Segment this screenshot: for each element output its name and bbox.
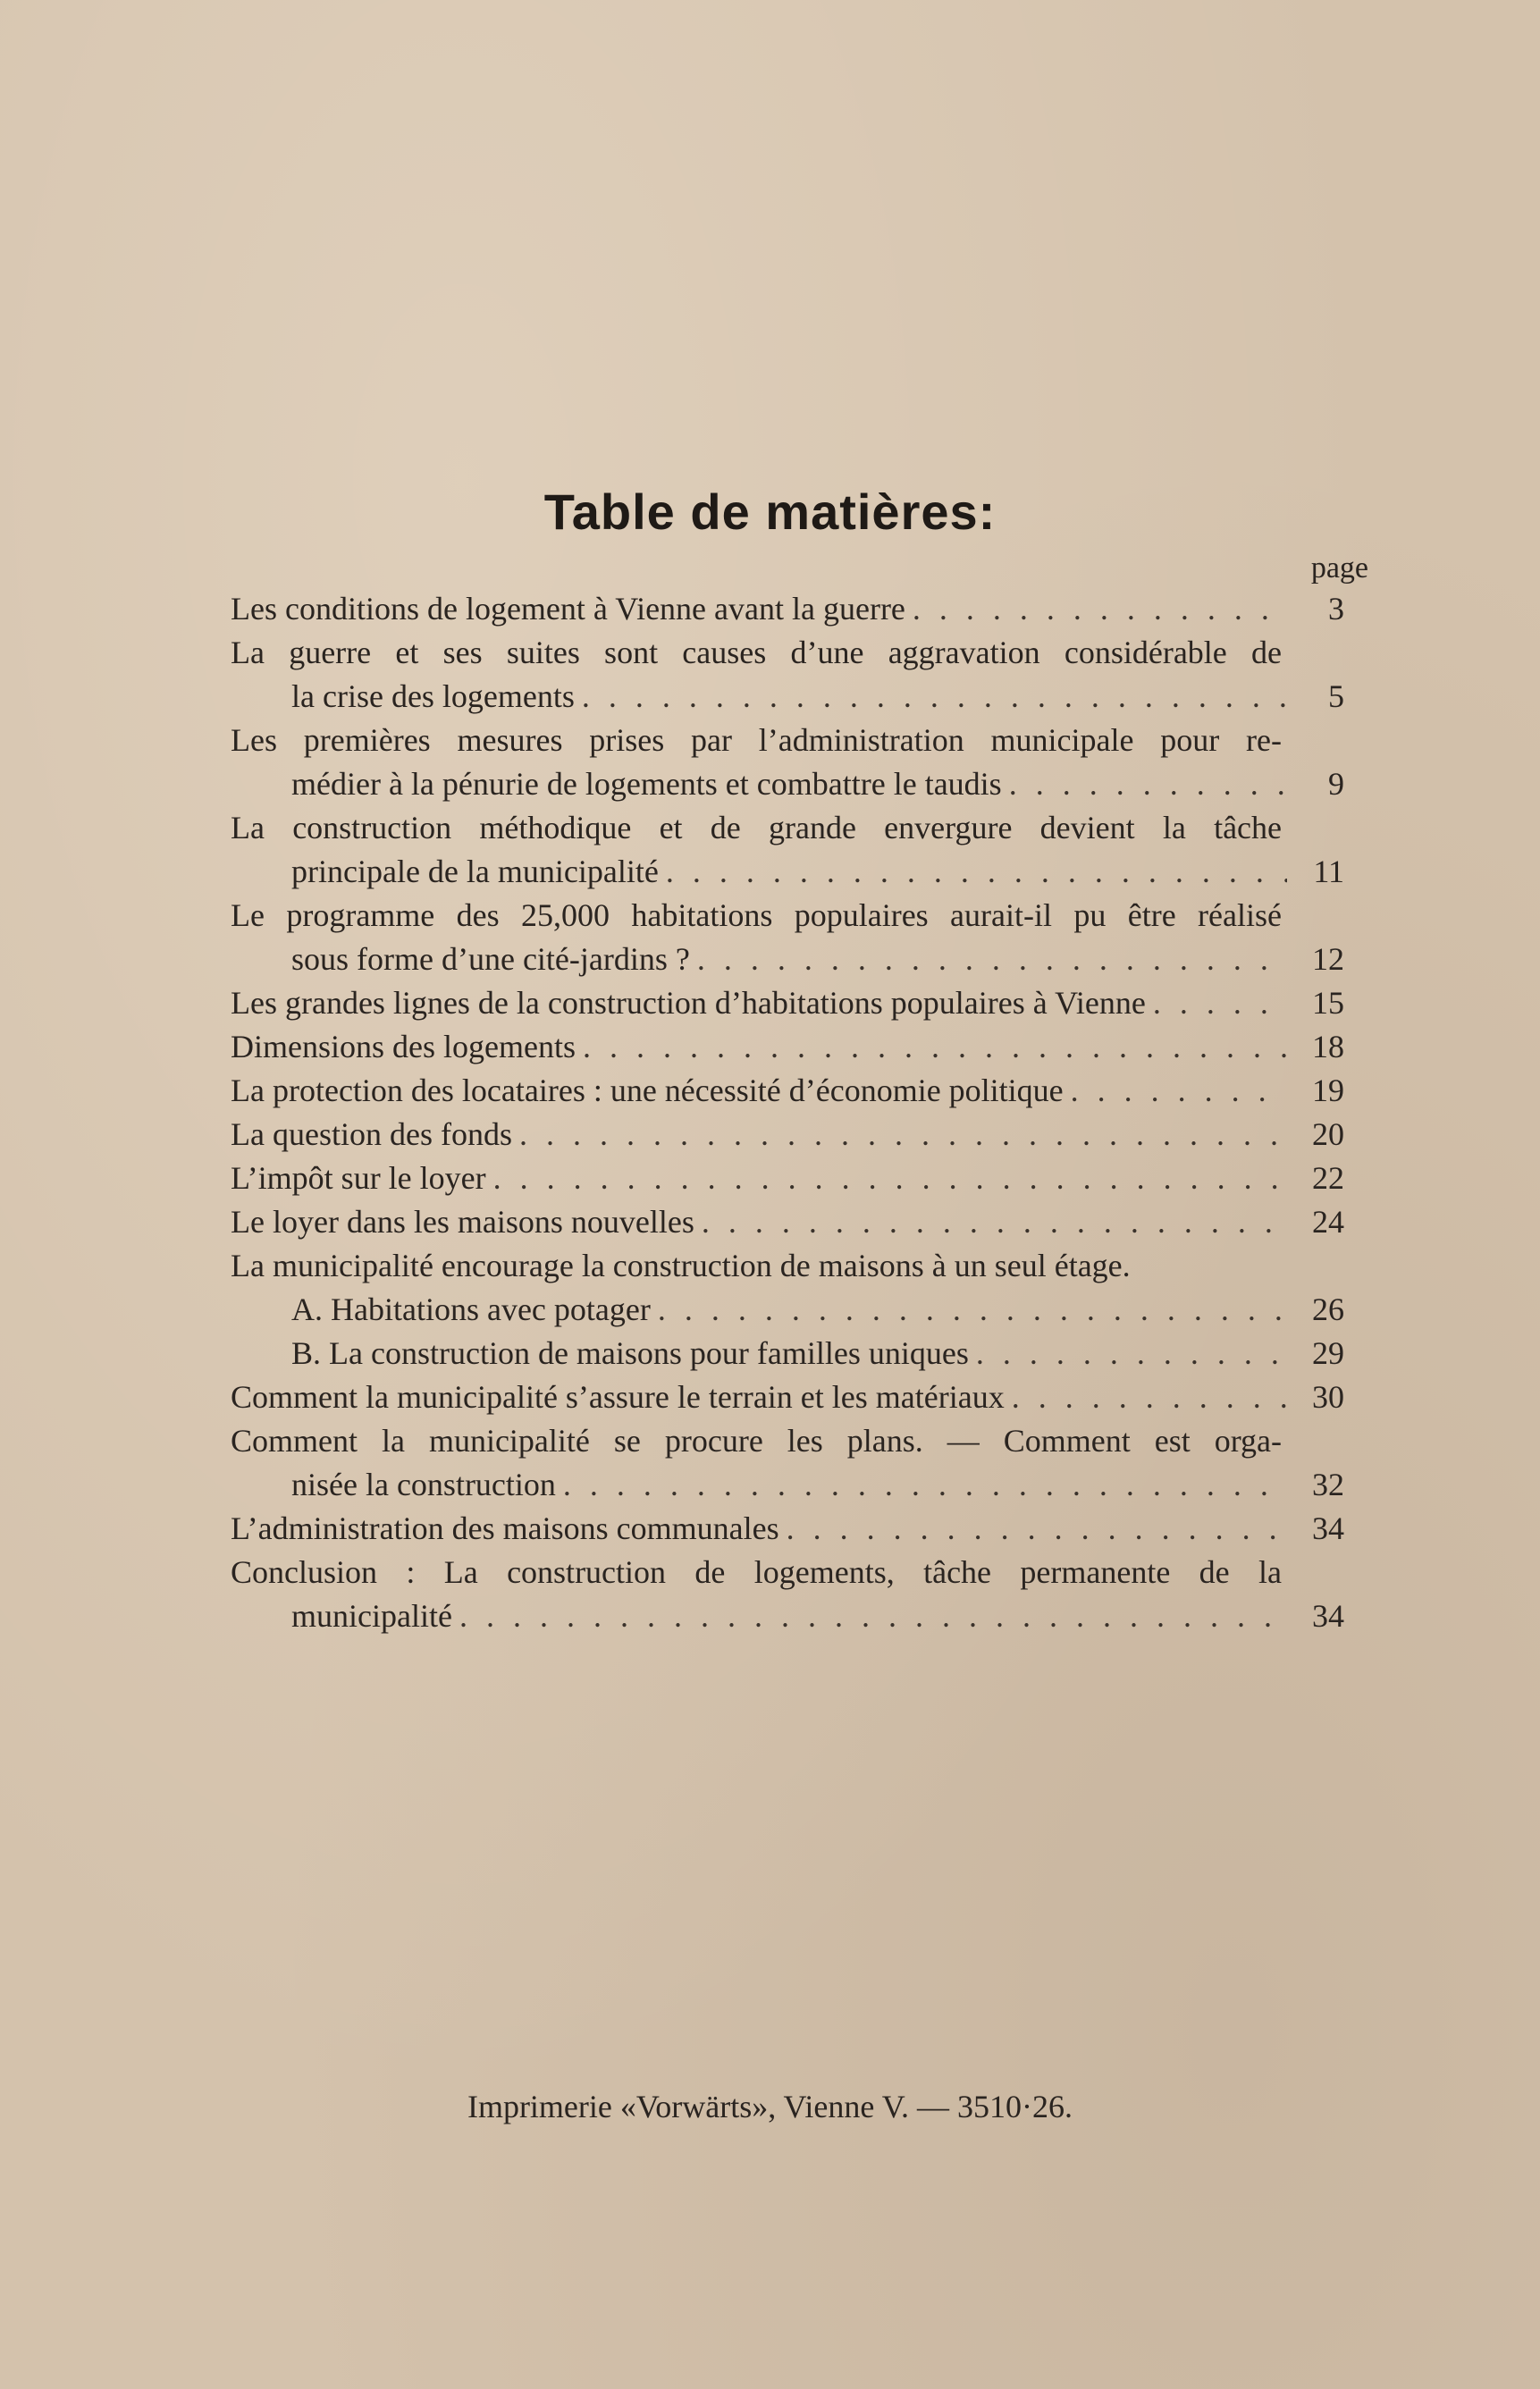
printer-imprint: Imprimerie «Vorwärts», Vienne V. — 3510·26. xyxy=(467,2089,1073,2124)
table-of-contents xyxy=(231,587,1344,1638)
dot-leader xyxy=(519,1113,1287,1157)
dot-leader xyxy=(563,1463,1287,1507)
toc-entry xyxy=(231,719,1344,806)
toc-entry-title: médier à la pénurie de logements et combattre le taudis xyxy=(291,766,1002,802)
toc-entry xyxy=(231,1113,1344,1157)
toc-page-number: 24 xyxy=(1312,1204,1344,1240)
toc-entry-text-line: Les premières mesures prises par l’administration municipale pour re- xyxy=(231,722,1282,758)
toc-entry xyxy=(231,1025,1344,1069)
toc-entry-line xyxy=(231,1288,1344,1332)
toc-entry xyxy=(231,1551,1344,1638)
toc-entry-title: La municipalité encourage la construction de maisons à un seul étage. xyxy=(231,1248,1131,1283)
dot-leader xyxy=(1009,762,1287,806)
toc-entry-line xyxy=(231,1157,1344,1200)
toc-entry-title: L’impôt sur le loyer xyxy=(231,1160,486,1196)
dot-leader xyxy=(583,1025,1287,1069)
toc-entry-title: L’administration des maisons communales xyxy=(231,1510,779,1546)
toc-page-number: 32 xyxy=(1312,1467,1344,1502)
toc-entry-line xyxy=(231,1200,1344,1244)
toc-entry-title: Le loyer dans les maisons nouvelles xyxy=(231,1204,694,1240)
toc-entry-title: sous forme d’une cité-jardins ? xyxy=(291,941,690,977)
toc-entry xyxy=(231,1069,1344,1113)
toc-entry-line xyxy=(231,675,1344,719)
toc-page-number: 34 xyxy=(1312,1598,1344,1634)
toc-entry xyxy=(231,1244,1344,1288)
toc-entry xyxy=(231,1507,1344,1551)
dot-leader xyxy=(658,1288,1287,1332)
toc-entry-title: Les conditions de logement à Vienne avant la guerre xyxy=(231,591,905,627)
toc-entry xyxy=(231,587,1344,631)
toc-entry-title: Dimensions des logements xyxy=(231,1029,576,1064)
toc-page-number: 26 xyxy=(1312,1291,1344,1327)
toc-entry-line xyxy=(231,762,1344,806)
toc-entry-line xyxy=(231,938,1344,981)
dot-leader xyxy=(1071,1069,1287,1113)
toc-entry xyxy=(231,1157,1344,1200)
toc-page-number: 34 xyxy=(1312,1510,1344,1546)
toc-page-number: 18 xyxy=(1312,1029,1344,1064)
toc-entry-line xyxy=(231,1244,1344,1288)
toc-page-number: 5 xyxy=(1328,678,1344,714)
toc-page-number: 19 xyxy=(1312,1073,1344,1108)
toc-entry xyxy=(231,631,1344,719)
toc-page-number: 3 xyxy=(1328,591,1344,627)
toc-entry-title: municipalité xyxy=(291,1598,452,1634)
dot-leader xyxy=(702,1200,1287,1244)
toc-entry xyxy=(231,1375,1344,1419)
toc-entry xyxy=(231,1419,1344,1507)
dot-leader xyxy=(976,1332,1287,1375)
toc-entry-title: La protection des locataires : une nécessité d’économie politique xyxy=(231,1073,1064,1108)
toc-page-number: 29 xyxy=(1312,1335,1344,1371)
toc-entry xyxy=(231,806,1344,894)
toc-entry xyxy=(231,1200,1344,1244)
dot-leader xyxy=(582,675,1287,719)
toc-entry-line xyxy=(231,587,1344,631)
toc-page-number: 12 xyxy=(1312,941,1344,977)
toc-entry-line xyxy=(231,1069,1344,1113)
dot-leader xyxy=(459,1594,1287,1638)
toc-entry xyxy=(231,1288,1344,1332)
toc-entry xyxy=(231,1332,1344,1375)
toc-entry-title: B. La construction de maisons pour familles uniques xyxy=(291,1335,969,1371)
toc-entry-title: la crise des logements xyxy=(291,678,575,714)
toc-entry-line xyxy=(231,1113,1344,1157)
toc-entry-line xyxy=(231,1507,1344,1551)
toc-entry-title: La question des fonds xyxy=(231,1116,512,1152)
toc-entry-text-line: Comment la municipalité se procure les plans. — Comment est orga- xyxy=(231,1423,1282,1459)
toc-entry-title: A. Habitations avec potager xyxy=(291,1291,651,1327)
toc-page-number: 22 xyxy=(1312,1160,1344,1196)
dot-leader xyxy=(697,938,1287,981)
toc-entry xyxy=(231,981,1344,1025)
page-title: Table de matières: xyxy=(543,484,997,540)
toc-entry-text-line: Le programme des 25,000 habitations populaires aurait-il pu être réalisé xyxy=(231,897,1282,933)
dot-leader xyxy=(493,1157,1287,1200)
toc-page-number: 30 xyxy=(1312,1379,1344,1415)
toc-entry-title: principale de la municipalité xyxy=(291,854,659,889)
toc-page-number: 9 xyxy=(1328,766,1344,802)
toc-entry-line xyxy=(231,1375,1344,1419)
dot-leader xyxy=(787,1507,1287,1551)
toc-entry-line xyxy=(231,1594,1344,1638)
dot-leader xyxy=(1012,1375,1287,1419)
toc-entry-title: nisée la construction xyxy=(291,1467,556,1502)
toc-entry-text-line: La construction méthodique et de grande envergure devient la tâche xyxy=(231,810,1282,845)
toc-entry-line xyxy=(231,850,1344,894)
toc-entry xyxy=(231,894,1344,981)
toc-entry-line xyxy=(231,981,1344,1025)
toc-entry-title: Comment la municipalité s’assure le terrain et les matériaux xyxy=(231,1379,1005,1415)
toc-page-number: 20 xyxy=(1312,1116,1344,1152)
toc-entry-text-line: Conclusion : La construction de logements, tâche permanente de la xyxy=(231,1554,1282,1590)
toc-page-number: 15 xyxy=(1312,985,1344,1021)
dot-leader xyxy=(1153,981,1287,1025)
page-column-label: page xyxy=(1310,551,1368,585)
dot-leader xyxy=(666,850,1287,894)
toc-entry-title: Les grandes lignes de la construction d’habitations populaires à Vienne xyxy=(231,985,1146,1021)
toc-entry-text-line: La guerre et ses suites sont causes d’une aggravation considérable de xyxy=(231,635,1282,670)
toc-entry-line xyxy=(231,1332,1344,1375)
toc-entry-line xyxy=(231,1025,1344,1069)
toc-page-number: 11 xyxy=(1313,854,1344,889)
dot-leader xyxy=(913,587,1287,631)
toc-entry-line xyxy=(231,1463,1344,1507)
